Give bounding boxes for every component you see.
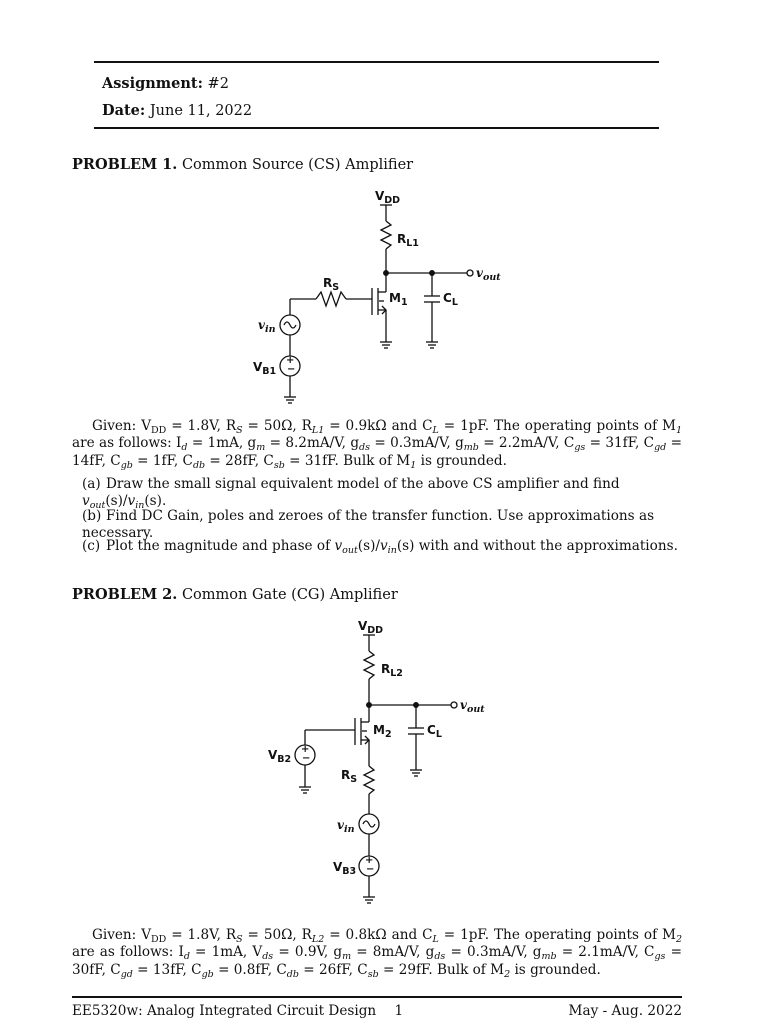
header-top-rule <box>94 61 659 63</box>
cs-rs-sub: S <box>332 282 340 293</box>
cg-vb2-plus-icon: + <box>301 744 310 755</box>
cg-vb2-sub: B2 <box>277 754 292 765</box>
date-line <box>102 102 252 119</box>
item-text: Find DC Gain, poles and zeroes of the transfer function. Use approximations as necessary. <box>82 508 655 541</box>
cg-vb3-sub: B3 <box>342 866 357 877</box>
cs-circuit <box>280 205 473 403</box>
problem1-item-c <box>82 538 682 555</box>
cs-vin-sub: in <box>264 324 276 335</box>
cg-rs-sub: S <box>350 774 358 785</box>
cg-rs-text: R <box>341 768 351 782</box>
problem2-given-text: Given: $V_{DD} = 1.8V$, $R_S = 50\Omega$, $R_{L2} = 0.8k\Omega$ and $C_L = 1pF$. The operating points of $M_2$ are as follows: $I_d = 1mA$, $V_{ds} = 0.9V$, $g_m = 8mA/V$, $g_{ds} = 0.3mA/V$, $g_{mb} = 2.1mA/V$, $C_{gs} = 30fF$, $C_{gd} = 13fF$, $C_{gb} = 0.8fF$, $C_{db} = 26fF$, $C_{sb} = 29fF$. Bulk of $M_2$ is grounded. <box>72 927 683 980</box>
cg-m-text: M <box>373 723 385 737</box>
cg-vout-label <box>460 698 485 715</box>
footer-course <box>72 1003 403 1019</box>
cs-vin-label <box>258 318 276 335</box>
cs-vb-minus-icon: − <box>287 364 296 375</box>
cs-vout-text: v <box>476 266 483 280</box>
cg-vin-text: v <box>337 818 344 832</box>
cg-vdd-text: V <box>358 619 368 633</box>
item-text: Draw the small signal equivalent model of the above CS amplifier and find $v_{out}(s)/v_{in}(s)$. <box>82 476 620 511</box>
cg-vin-label <box>337 818 355 835</box>
cs-vin-text: v <box>258 318 265 332</box>
item-label: (a) <box>82 476 101 492</box>
cs-rl-sub: L1 <box>406 238 419 249</box>
cg-m-label <box>373 723 392 740</box>
assignment-label: Assignment: <box>102 75 203 92</box>
cg-vdd-label <box>358 619 384 636</box>
cs-rs-text: R <box>323 276 333 290</box>
cg-vin-sub: in <box>343 824 355 835</box>
cg-vb2-text: V <box>268 748 278 762</box>
date-value: June 11, 2022 <box>149 103 253 119</box>
cs-vout-sub: out <box>482 272 501 283</box>
assignment-value: #2 <box>207 76 229 92</box>
cg-m-sub: 2 <box>384 729 392 740</box>
cg-cl-sub: L <box>435 729 442 740</box>
cs-m-text: M <box>389 291 401 305</box>
cs-cl-sub: L <box>451 297 458 308</box>
cg-rs-label <box>341 768 358 785</box>
item-text: Plot the magnitude and phase of $v_{out}(s)/v_{in}(s)$ with and without the approximations. <box>106 538 678 556</box>
problem2-label: PROBLEM 2. <box>72 586 178 603</box>
cg-rl-text: R <box>381 662 391 676</box>
cs-m-sub: 1 <box>400 297 408 308</box>
cs-cl-label <box>443 291 458 308</box>
cs-vb-plus-icon: + <box>286 355 295 366</box>
cs-vb-sub: B1 <box>262 366 277 377</box>
footer-rule <box>72 996 682 998</box>
footer-term: May - Aug. 2022 <box>568 1003 682 1019</box>
footer-page: 1 <box>394 1003 404 1019</box>
cg-cl-label <box>427 723 442 740</box>
assignment-line <box>102 75 229 92</box>
header-bottom-rule <box>94 127 659 129</box>
problem1-item-a <box>82 476 682 510</box>
cg-vout-sub: out <box>466 704 485 715</box>
cs-vdd-sub: DD <box>384 195 401 206</box>
item-label: (c) <box>82 538 101 554</box>
cg-vb3-text: V <box>333 860 343 874</box>
problem1-given-text: Given: $V_{DD} = 1.8V$, $R_S = 50\Omega$, $R_{L1} = 0.9k\Omega$ and $C_L = 1pF$. The operating points of $M_1$ are as follows: $I_d = 1mA$, $g_m = 8.2mA/V$, $g_{ds} = 0.3mA/V$, $g_{mb} = 2.2mA/V$, $C_{gs} = 31fF$, $C_{gd} = 14fF$, $C_{gb} = 1fF$, $C_{db} = 28fF$, $C_{sb} = 31fF$. Bulk of $M_1$ is grounded. <box>72 418 683 471</box>
cs-cl-text: C <box>443 291 452 305</box>
cg-vb2-label <box>268 748 292 765</box>
cg-vb3-plus-icon: + <box>365 855 374 866</box>
cs-m-label <box>389 291 408 308</box>
cg-vb3-label <box>333 860 357 877</box>
cg-rl-sub: L2 <box>390 668 403 679</box>
date-label: Date: <box>102 102 146 119</box>
problem1-title: Common Source (CS) Amplifier <box>181 157 414 173</box>
cg-vb3-minus-icon: − <box>366 864 375 875</box>
cs-rs-label <box>323 276 340 293</box>
problem2-given <box>72 927 682 979</box>
problem1-heading <box>72 156 413 173</box>
cg-cl-text: C <box>427 723 436 737</box>
cg-vout-text: v <box>460 698 467 712</box>
cs-vdd-label <box>375 189 401 206</box>
item-label: (b) <box>82 508 102 524</box>
cs-rl-text: R <box>397 232 407 246</box>
cs-vb-text: V <box>253 360 263 374</box>
cs-vb-label <box>253 360 277 377</box>
footer-course-text: EE5320w: Analog Integrated Circuit Design <box>72 1003 377 1019</box>
cg-rl-label <box>381 662 403 679</box>
problem1-label: PROBLEM 1. <box>72 156 178 173</box>
problem2-heading <box>72 586 398 603</box>
problem1-item-b <box>82 508 682 542</box>
cg-circuit <box>295 635 457 903</box>
cg-vdd-sub: DD <box>367 625 384 636</box>
cs-rl-label <box>397 232 419 249</box>
cs-vdd-text: V <box>375 189 385 203</box>
cs-vout-label <box>476 266 501 283</box>
problem1-given <box>72 418 682 470</box>
problem2-title: Common Gate (CG) Amplifier <box>181 587 398 603</box>
cg-vb2-minus-icon: − <box>302 753 311 764</box>
